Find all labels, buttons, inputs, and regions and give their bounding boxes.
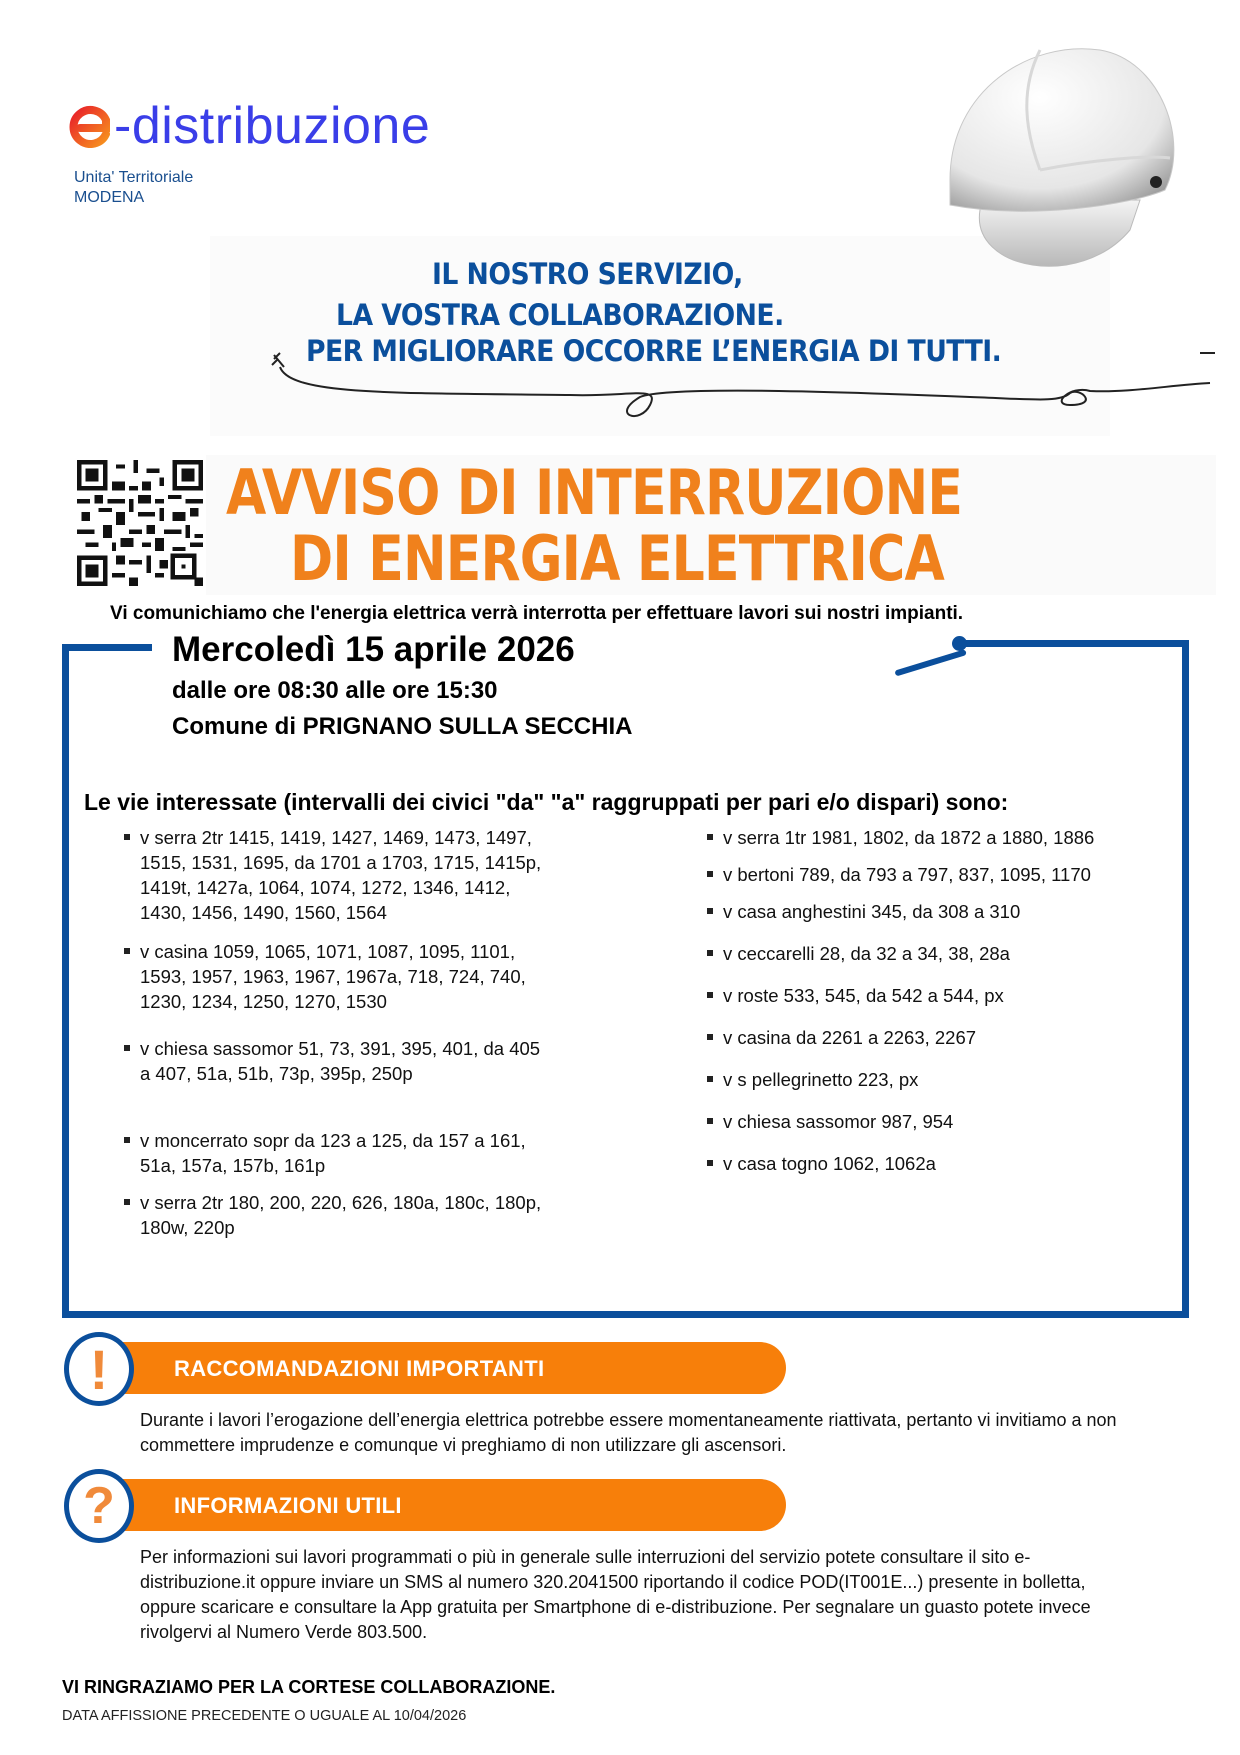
- streets-list-right: [705, 825, 1125, 1176]
- street-item: [705, 1025, 1125, 1050]
- street-item: [705, 862, 1125, 887]
- recommendations-title: RACCOMANDAZIONI IMPORTANTI: [174, 1356, 545, 1381]
- notice-intro: Vi comunichiamo che l'energia elettrica verrà interrotta per effettuare lavori sui nostri impianti.: [110, 603, 964, 624]
- street-item: [122, 1190, 552, 1240]
- outage-date: Mercoledì 15 aprile 2026: [172, 630, 575, 669]
- street-text: v casina da 2261 a 2263, 2267: [723, 1027, 977, 1048]
- posting-date: DATA AFFISSIONE PRECEDENTE O UGUALE AL 10/04/2026: [62, 1708, 467, 1724]
- street-item: [122, 825, 552, 925]
- street-item: [705, 941, 1125, 966]
- street-text: v serra 2tr 180, 200, 220, 626, 180a, 180c, 180p, 180w, 220p: [140, 1192, 542, 1238]
- info-title: INFORMAZIONI UTILI: [174, 1493, 402, 1518]
- thanks-line: VI RINGRAZIAMO PER LA CORTESE COLLABORAZIONE.: [62, 1677, 556, 1697]
- street-item: [705, 1109, 1125, 1134]
- bullet-icon: [707, 992, 713, 998]
- slogan-line-3: PER MIGLIORARE OCCORRE L’ENERGIA DI TUTTI.: [306, 334, 1002, 368]
- qr-code[interactable]: [77, 460, 203, 586]
- open-switch-icon: [894, 649, 967, 676]
- bullet-icon: [707, 950, 713, 956]
- outage-hours: dalle ore 08:30 alle ore 15:30: [172, 677, 498, 704]
- exclamation-icon: !: [64, 1332, 134, 1406]
- street-text: v serra 2tr 1415, 1419, 1427, 1469, 1473, 1497, 1515, 1531, 1695, da 1701 a 1703, 1715, 1415p, 1419t, 1427a, 1064, 1074, 1272, 1346, 1412, 1430, 1456, 1490, 1560, 1564: [140, 827, 542, 923]
- switch-pivot-icon: [952, 636, 967, 651]
- bullet-icon: [707, 1160, 713, 1166]
- bullet-icon: [707, 908, 713, 914]
- street-text: v casa togno 1062, 1062a: [723, 1153, 936, 1174]
- slogan-line-1: IL NOSTRO SERVIZIO,: [432, 257, 743, 291]
- recommendations-text: Durante i lavori l’erogazione dell’energia elettrica potrebbe essere momentaneamente riattivata, pertanto vi invitiamo a non commettere imprudenze e comunque vi preghiamo di non utilizzare gli ascensori.: [140, 1410, 1117, 1455]
- frame-border-right: [1182, 640, 1189, 1318]
- bullet-icon: [707, 871, 713, 877]
- outage-comune: Comune di PRIGNANO SULLA SECCHIA: [172, 713, 633, 740]
- bullet-icon: [124, 1199, 130, 1205]
- street-text: v chiesa sassomor 987, 954: [723, 1111, 954, 1132]
- street-text: v moncerrato sopr da 123 a 125, da 157 a 161, 51a, 157a, 157b, 161p: [140, 1130, 526, 1176]
- frame-border-top-right: [955, 640, 1189, 647]
- bullet-icon: [707, 834, 713, 840]
- bullet-icon: [124, 1137, 130, 1143]
- bullet-icon: [707, 1118, 713, 1124]
- safety-helmet-icon: [930, 30, 1180, 280]
- street-text: v s pellegrinetto 223, px: [723, 1069, 919, 1090]
- unit-label: Unita' Territoriale: [74, 169, 194, 186]
- logo-e-icon: [68, 104, 112, 148]
- question-icon: ?: [64, 1469, 134, 1543]
- street-text: v roste 533, 545, da 542 a 544, px: [723, 985, 1004, 1006]
- street-item: [705, 1067, 1125, 1092]
- street-item: [122, 1128, 552, 1178]
- frame-border-left: [62, 644, 69, 1318]
- street-item: [705, 1151, 1125, 1176]
- bullet-icon: [124, 1045, 130, 1051]
- street-text: v ceccarelli 28, da 32 a 34, 38, 28a: [723, 943, 1010, 964]
- frame-border-top-left: [62, 644, 152, 651]
- notice-title-line-2: DI ENERGIA ELETTRICA: [290, 522, 944, 595]
- street-text: v casina 1059, 1065, 1071, 1087, 1095, 1101, 1593, 1957, 1963, 1967, 1967a, 718, 724, 740, 1230, 1234, 1250, 1270, 1530: [140, 941, 526, 1012]
- info-text: Per informazioni sui lavori programmati o più in generale sulle interruzioni del servizio potete consultare il sito e-distribuzione.it oppure inviare un SMS al numero 320.2041500 riportando il codice POD(IT001E...) presente in bolletta, oppure scaricare e consultare la App gratuita per Smartphone di e-distribuzione. Per segnalare un guasto potete invece rivolgervi al Numero Verde 803.500.: [140, 1547, 1091, 1642]
- street-item: [705, 899, 1125, 924]
- e-distribuzione-logo: [68, 97, 431, 155]
- streets-heading: Le vie interessate (intervalli dei civici "da" "a" raggruppati per pari e/o dispari) sono:: [84, 789, 1009, 815]
- street-item: [705, 825, 1125, 850]
- street-text: v chiesa sassomor 51, 73, 391, 395, 401, da 405 a 407, 51a, 51b, 73p, 395p, 250p: [140, 1038, 541, 1084]
- street-text: v serra 1tr 1981, 1802, da 1872 a 1880, 1886: [723, 827, 1095, 848]
- street-text: v casa anghestini 345, da 308 a 310: [723, 901, 1021, 922]
- territorial-unit: [74, 168, 193, 208]
- unit-city: MODENA: [74, 189, 145, 206]
- notice-title-line-1: AVVISO DI INTERRUZIONE: [226, 456, 963, 529]
- bullet-icon: [707, 1034, 713, 1040]
- street-item: [705, 983, 1125, 1008]
- street-text: v bertoni 789, da 793 a 797, 837, 1095, 1170: [723, 864, 1091, 885]
- street-item: [122, 1036, 552, 1086]
- bullet-icon: [124, 948, 130, 954]
- logo-text: -distribuzione: [114, 97, 431, 155]
- street-item: [122, 939, 552, 1014]
- bullet-icon: [707, 1076, 713, 1082]
- bullet-icon: [124, 834, 130, 840]
- frame-border-bottom: [62, 1311, 1189, 1318]
- power-cable-icon: [270, 345, 1220, 425]
- slogan-line-2: LA VOSTRA COLLABORAZIONE.: [336, 298, 784, 332]
- streets-list-left: [122, 825, 552, 1240]
